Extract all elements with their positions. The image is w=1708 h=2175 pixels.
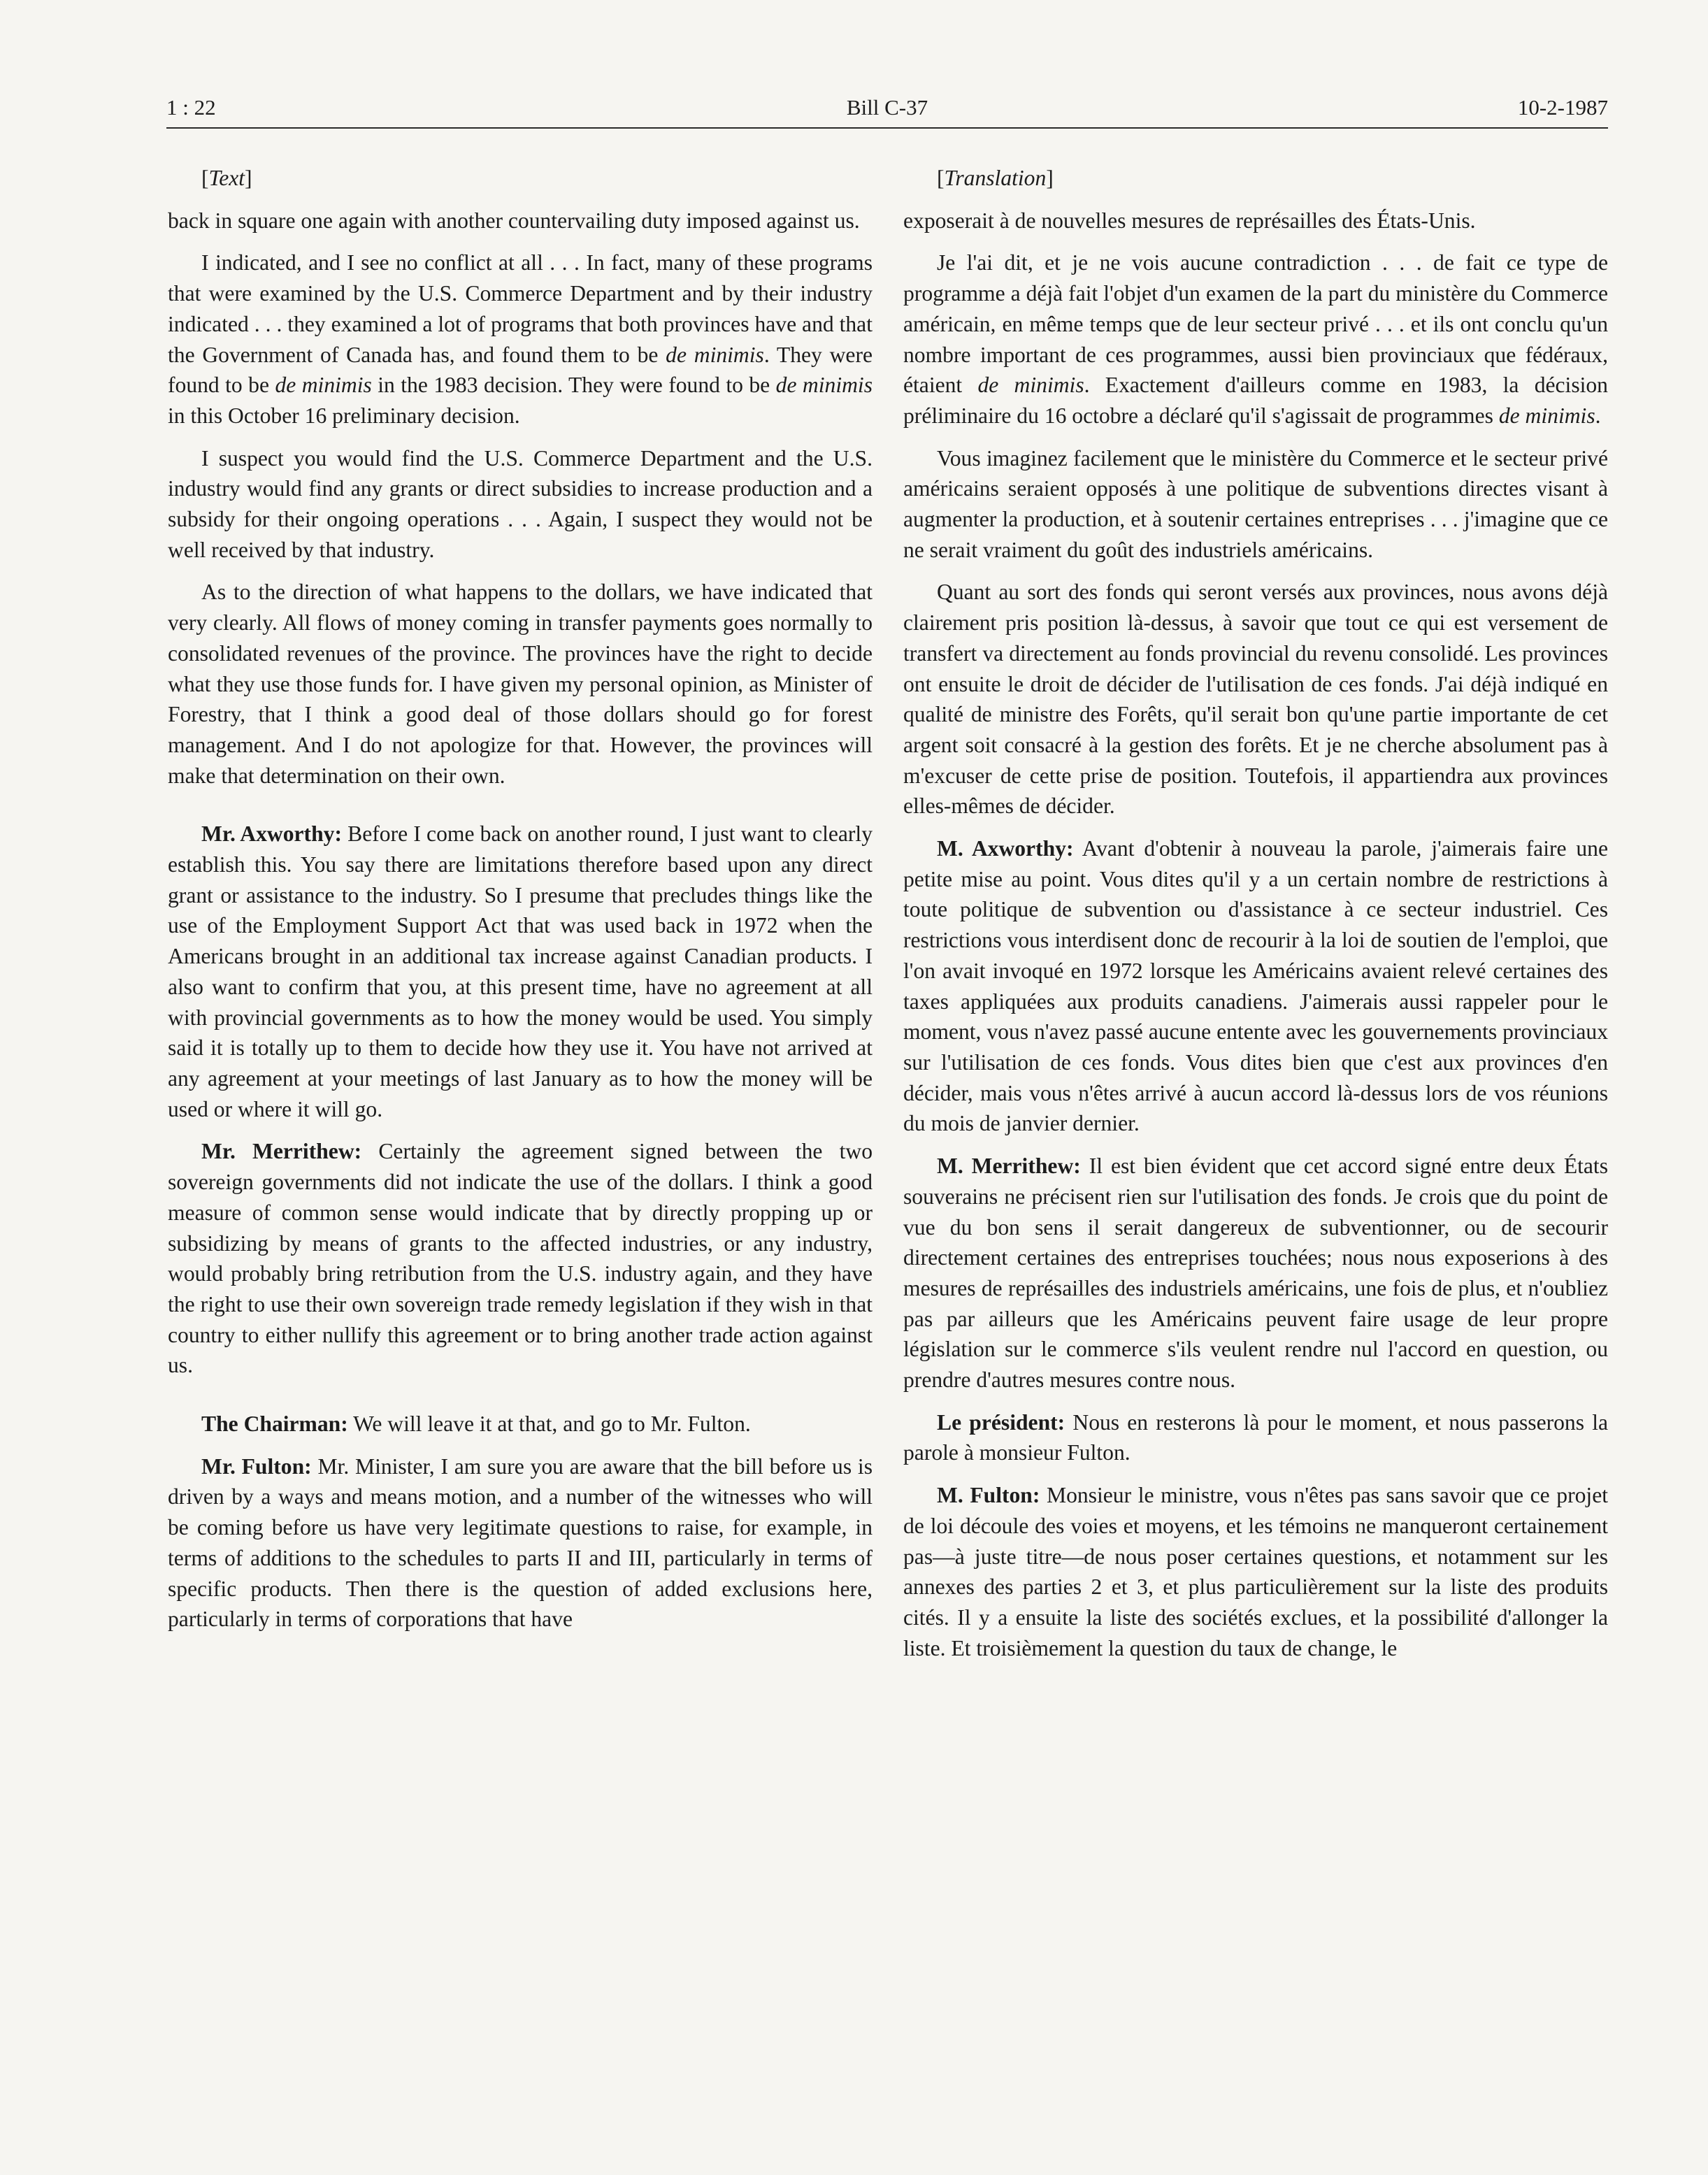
- speaker-paragraph: M. Merrithew: Il est bien évident que cet accord signé entre deux États souverains ne précisent rien sur l'utilisation des fonds. Je crois que du point de vue du bon sens il serait dangereux de subventionner, ou de secourir directement certaines des entreprises touchées; nous nous exposerions à des mesures de représailles des industriels américains, une fois de plus, et n'oubliez pas par ailleurs que les Américains peuvent faire usage de leur propre législation sur le commerce s'ils veulent rendre nul l'accord en question, ou prendre d'autres mesures contre nous.: [903, 1154, 1608, 1393]
- speaker-paragraph: Mr. Fulton: Mr. Minister, I am sure you are aware that the bill before us is driven by a ways and means motion, and a number of the witnesses who will be coming before us have very legitimate questions to raise, for example, in terms of additions to the schedules to parts II and III, particularly in terms of specific products. Then there is the question of added exclusions here, particularly in terms of corporations that have: [168, 1453, 873, 1632]
- paragraph: Vous imaginez facilement que le ministère du Commerce et le secteur privé américains seraient opposés à une politique de subventions directes visant à augmenter la production, et à soutenir certaines entreprises . . . j'imagine que ce ne serait vraiment du goût des industriels américains.: [903, 445, 1608, 562]
- translation-tag: [Translation]: [937, 166, 1054, 190]
- paragraph: Je l'ai dit, et je ne vois aucune contradiction . . . de fait ce type de programme a déjà fait l'objet d'un examen de la part du ministère du Commerce américain, en même temps que de leur secteur privé . . . et ils ont conclu qu'un nombre important de ces programmes, aussi bien provinciaux que fédéraux, étaient de minimis. Exactement d'ailleurs comme en 1983, la décision préliminaire du 16 octobre a déclaré qu'il s'agissait de programmes de minimis.: [903, 250, 1608, 428]
- french-column: [903, 163, 1608, 1675]
- speaker-paragraph: Mr. Merrithew: Certainly the agreement signed between the two sovereign governments did not indicate the use of the dollars. I think a good measure of common sense would indicate that by directly propping up or subsidizing by means of grants to the affected industries, or any industry, would probably bring retribution from the U.S. industry again, and they have the right to use their own sovereign trade remedy legislation if they wish in that country to either nullify this agreement or to bring another trade action against us.: [168, 1139, 873, 1378]
- speaker-name: M. Fulton:: [937, 1483, 1040, 1508]
- page-number: 1 : 22: [166, 95, 216, 120]
- speaker-name: Mr. Merrithew:: [201, 1139, 362, 1164]
- page-date: 10-2-1987: [1517, 95, 1608, 120]
- speaker-paragraph: The Chairman: We will leave it at that, and go to Mr. Fulton.: [201, 1412, 751, 1437]
- speaker-name: Mr. Fulton:: [201, 1453, 312, 1479]
- speaker-name: M. Merrithew:: [937, 1154, 1081, 1179]
- page-header: [166, 89, 1608, 124]
- paragraph: exposerait à de nouvelles mesures de représailles des États-Unis.: [903, 208, 1476, 233]
- paragraph: Quant au sort des fonds qui seront versés aux provinces, nous avons déjà clairement pris position là-dessus, à savoir que tout ce qui est versement de transfert va directement au fonds provincial du revenu consolidé. Les provinces ont ensuite le droit de décider de l'utilisation de ces fonds. J'ai déjà indiqué en qualité de ministre des Forêts, qu'il serait bon qu'une partie importante de cet argent soit consacré à la gestion des forêts. Et je ne cherche absolument pas à m'excuser de cette prise de position. Toutefois, il appartiendra aux provinces elles-mêmes de décider.: [903, 580, 1608, 819]
- speaker-paragraph: Le président: Nous en resterons là pour le moment, et nous passerons la parole à monsieur Fulton.: [903, 1409, 1608, 1465]
- speaker-name: Le président:: [937, 1409, 1065, 1435]
- paragraph: As to the direction of what happens to the dollars, we have indicated that very clearly. All flows of money coming in transfer payments goes normally to consolidated revenues of the province. The provinces have the right to decide what they use those funds for. I have given my personal opinion, as Minister of Forestry, that I think a good deal of those dollars should go for forest management. And I do not apologize for that. However, the provinces will make that determination on their own.: [168, 580, 873, 788]
- text-tag: [Text]: [201, 166, 252, 190]
- paragraph: back in square one again with another countervailing duty imposed against us.: [168, 208, 860, 233]
- speaker-name: Mr. Axworthy:: [201, 821, 342, 847]
- speaker-paragraph: M. Axworthy: Avant d'obtenir à nouveau la parole, j'aimerais faire une petite mise au point. Vous dites qu'il y a un certain nombre de restrictions à toute politique de subvention ou d'assistance à ce secteur industriel. Ces restrictions vous interdisent donc de recourir à la loi de soutien de l'emploi, que l'on avait invoqué en 1972 lorsque les Américains avaient relevé certaines des taxes appliquées aux produits canadiens. J'aimerais aussi rappeler pour le moment, vous n'avez passé aucune entente avec les gouvernements provinciaux sur l'utilisation de ces fonds. Vous dites bien que c'est aux provinces d'en décider, mais vous n'êtes arrivé à aucun accord là-dessus lors de vos réunions du mois de janvier dernier.: [903, 836, 1608, 1136]
- speaker-paragraph: M. Fulton: Monsieur le ministre, vous n'êtes pas sans savoir que ce projet de loi découle des voies et moyens, et les témoins ne manqueront certainement pas—à juste titre—de nous poser certaines questions, et notamment sur les annexes des parties 2 et 3, et plus particulièrement sur la liste des produits cités. Il y a ensuite la liste des sociétés exclues, et la possibilité d'allonger la liste. Et troisièmement la question du taux de change, le: [903, 1483, 1608, 1660]
- paragraph: I indicated, and I see no conflict at all . . . In fact, many of these programs that were examined by the U.S. Commerce Department and by their industry indicated . . . they examined a lot of programs that both provinces have and that the Government of Canada has, and found them to be de minimis. They were found to be de minimis in the 1983 decision. They were found to be de minimis in this October 16 preliminary decision.: [168, 250, 873, 428]
- english-column: [168, 163, 873, 1646]
- speaker-name: The Chairman:: [201, 1412, 348, 1437]
- bill-title: Bill C-37: [846, 95, 928, 120]
- speaker-paragraph: Mr. Axworthy: Before I come back on another round, I just want to clearly establish this. You say there are limitations therefore based upon any direct grant or assistance to the industry. So I presume that precludes things like the use of the Employment Support Act that was used back in 1972 when the Americans brought in an additional tax increase against Canadian products. I also want to confirm that you, at this present time, have no agreement at all with provincial governments as to how the money would be used. You simply said it is totally up to them to decide how they use it. You have not arrived at any agreement at your meetings of last January as to how the money will be used or where it will go.: [168, 821, 873, 1121]
- header-rule: [166, 127, 1608, 129]
- speaker-name: M. Axworthy:: [937, 836, 1074, 861]
- paragraph: I suspect you would find the U.S. Commerce Department and the U.S. industry would find any grants or direct subsidies to increase production and a subsidy for their ongoing operations . . . Again, I suspect they would not be well received by that industry.: [168, 445, 873, 562]
